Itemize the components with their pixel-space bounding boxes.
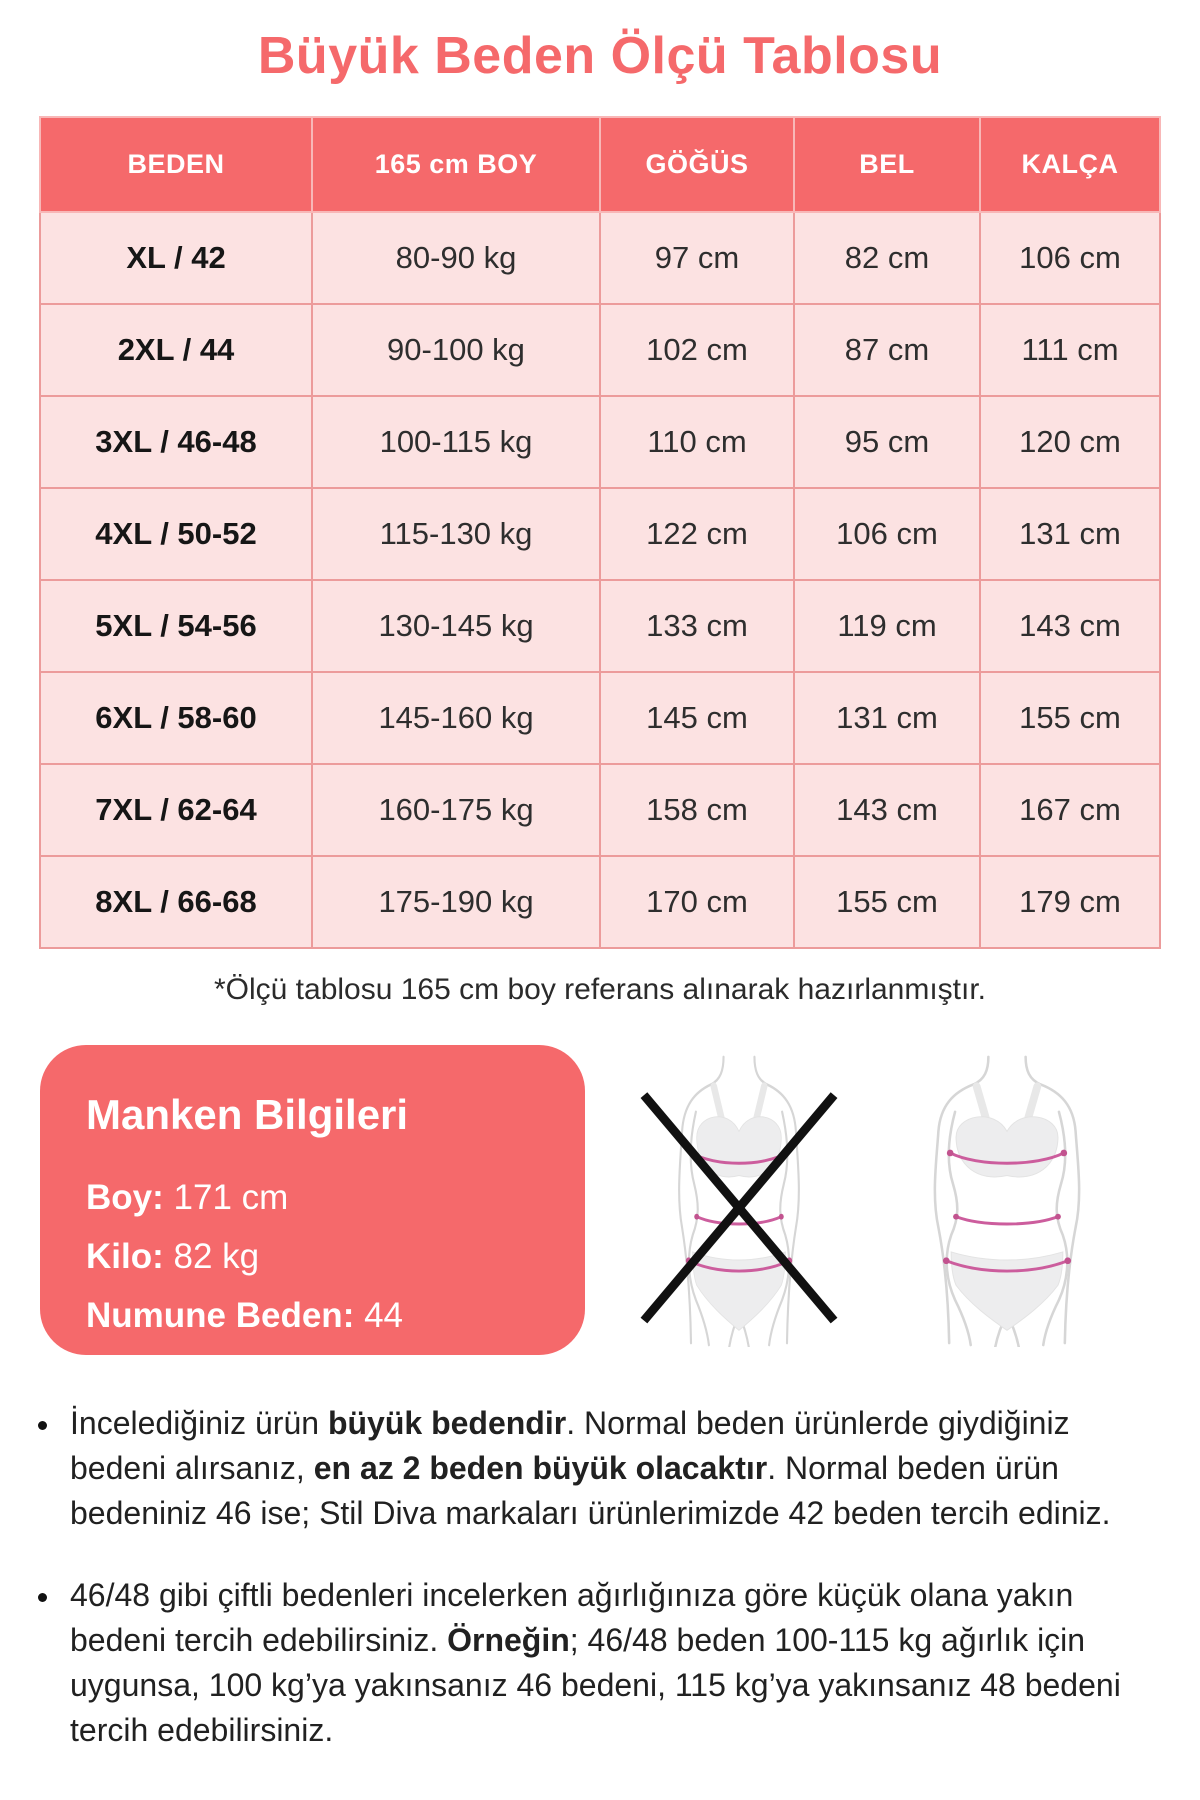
size-table <box>39 116 1161 949</box>
measurement-cell: 115-130 kg <box>312 488 600 580</box>
model-info-line: Kilo: 82 kg <box>86 1236 260 1276</box>
table-footnote: *Ölçü tablosu 165 cm boy referans alınarak hazırlanmıştır. <box>213 973 987 1006</box>
body-figures <box>585 1053 1160 1347</box>
measurement-cell: 131 cm <box>794 672 980 764</box>
size-table-body <box>40 212 1160 948</box>
measurement-cell: 143 cm <box>794 764 980 856</box>
slim-body-crossed-out-icon <box>631 1053 847 1347</box>
size-cell: 3XL / 46-48 <box>40 396 312 488</box>
table-row <box>40 580 1160 672</box>
model-info-title: Manken Bilgileri <box>86 1091 409 1138</box>
size-cell: 6XL / 58-60 <box>40 672 312 764</box>
measurement-cell: 130-145 kg <box>312 580 600 672</box>
size-cell: 5XL / 54-56 <box>40 580 312 672</box>
measurement-cell: 145-160 kg <box>312 672 600 764</box>
column-header: BEL <box>794 117 980 212</box>
measurement-cell: 155 cm <box>794 856 980 948</box>
model-info-value: 171 cm <box>173 1178 289 1217</box>
measurement-cell: 143 cm <box>980 580 1160 672</box>
model-info-value: 44 <box>364 1295 404 1335</box>
measurement-cell: 133 cm <box>600 580 794 672</box>
measurement-cell: 100-115 kg <box>312 396 600 488</box>
measurement-cell: 80-90 kg <box>312 212 600 304</box>
column-header: 165 cm BOY <box>312 117 600 212</box>
size-cell: 8XL / 66-68 <box>40 856 312 948</box>
measurement-cell: 97 cm <box>600 212 794 304</box>
measurement-cell: 167 cm <box>980 764 1160 856</box>
size-table-header-row <box>40 117 1160 212</box>
model-info-label: Kilo <box>86 1236 153 1276</box>
measurement-cell: 110 cm <box>600 396 794 488</box>
model-info-label: Boy <box>86 1178 153 1217</box>
model-info-section <box>40 1045 1160 1355</box>
table-row <box>40 856 1160 948</box>
size-cell: 4XL / 50-52 <box>40 488 312 580</box>
measurement-cell: 87 cm <box>794 304 980 396</box>
measurement-cell: 82 cm <box>794 212 980 304</box>
notes-list <box>62 1401 1142 1753</box>
size-cell: 7XL / 62-64 <box>40 764 312 856</box>
size-cell: 2XL / 44 <box>40 304 312 396</box>
measurement-cell: 175-190 kg <box>312 856 600 948</box>
table-row <box>40 304 1160 396</box>
note-item: • 46/48 gibi çiftli bedenleri incelerken ağırlığınıza göre küçük olana yakın bedeni tercih edebilirsiniz. Örneğin; 46/48 beden 100-115 kg ağırlık için uygunsa, 100 kg’ya yakınsanız 46 bedeni, 115 kg’ya yakınsanız 48 bedeni tercih edebilirsiniz. <box>62 1573 1142 1752</box>
measurement-cell: 102 cm <box>600 304 794 396</box>
measurement-cell: 120 cm <box>980 396 1160 488</box>
measurement-cell: 119 cm <box>794 580 980 672</box>
measurement-cell: 179 cm <box>980 856 1160 948</box>
column-header: BEDEN <box>40 117 312 212</box>
measurement-cell: 95 cm <box>794 396 980 488</box>
size-cell: XL / 42 <box>40 212 312 304</box>
table-row <box>40 396 1160 488</box>
model-info-line: Boy: 171 cm <box>86 1178 289 1217</box>
measurement-cell: 160-175 kg <box>312 764 600 856</box>
measurement-cell: 106 cm <box>794 488 980 580</box>
plus-size-body-measured-icon <box>899 1053 1115 1347</box>
table-row <box>40 488 1160 580</box>
measurement-cell: 131 cm <box>980 488 1160 580</box>
measurement-cell: 90-100 kg <box>312 304 600 396</box>
table-row <box>40 212 1160 304</box>
column-header: GÖĞÜS <box>600 117 794 212</box>
measurement-cell: 170 cm <box>600 856 794 948</box>
model-info-line: Numune Beden: 44 <box>86 1295 404 1335</box>
measurement-cell: 145 cm <box>600 672 794 764</box>
measurement-cell: 158 cm <box>600 764 794 856</box>
model-info-card <box>40 1045 585 1355</box>
measurement-cell: 111 cm <box>980 304 1160 396</box>
measurement-cell: 155 cm <box>980 672 1160 764</box>
note-item: • İncelediğiniz ürün büyük bedendir. Normal beden ürünlerde giydiğiniz bedeni alırsanız, en az 2 beden büyük olacaktır. Normal beden ürün bedeniniz 46 ise; Stil Diva markaları ürünlerimizde 42 beden tercih ediniz. <box>62 1401 1142 1535</box>
model-info-label: Numune Beden <box>86 1295 343 1335</box>
table-row <box>40 764 1160 856</box>
page-title: Büyük Beden Ölçü Tablosu <box>257 27 943 85</box>
measurement-cell: 122 cm <box>600 488 794 580</box>
table-row <box>40 672 1160 764</box>
measurement-cell: 106 cm <box>980 212 1160 304</box>
column-header: KALÇA <box>980 117 1160 212</box>
model-info-value: 82 kg <box>173 1236 260 1276</box>
